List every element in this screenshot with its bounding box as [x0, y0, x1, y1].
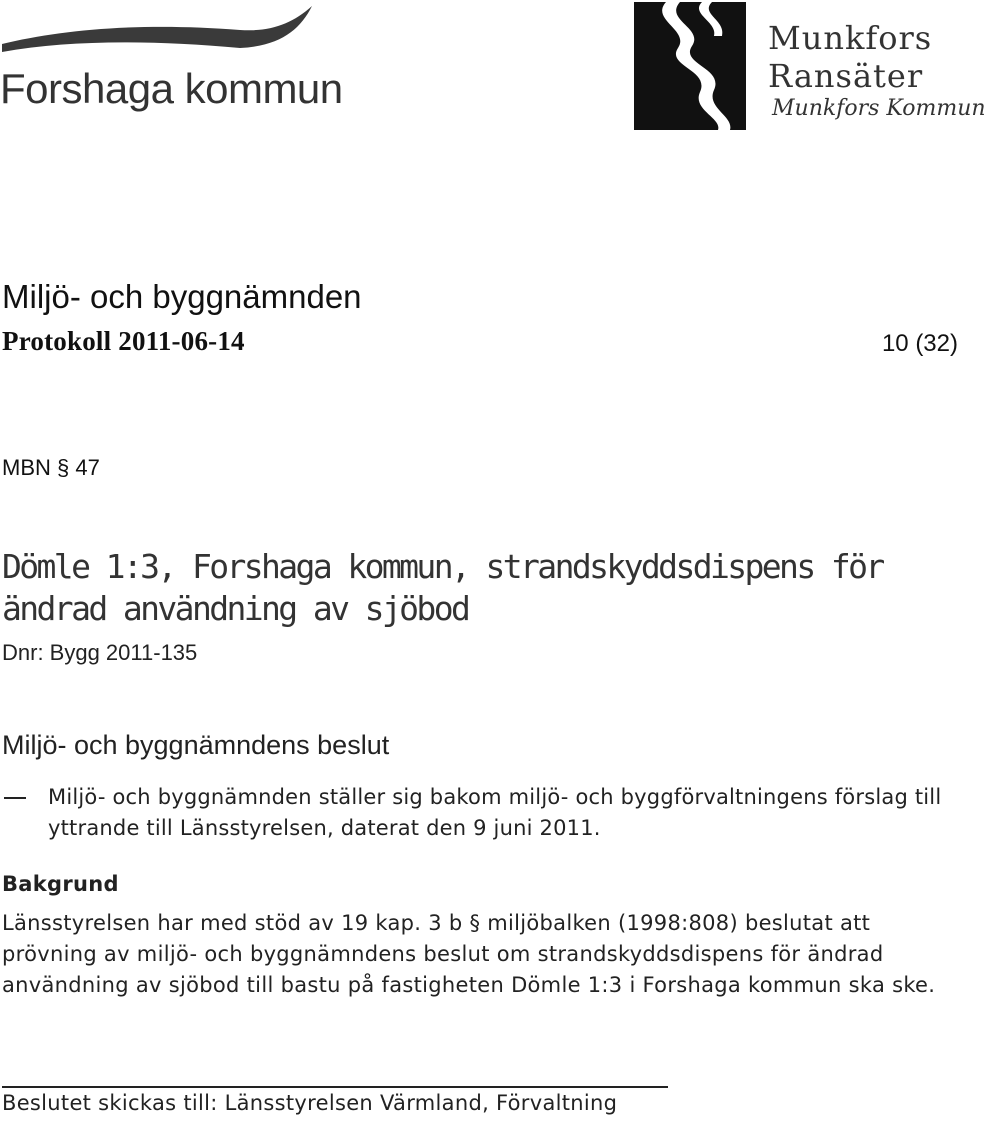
background-text: Länsstyrelsen har med stöd av 19 kap. 3 b § miljöbalken (1998:808) beslutat att prövning av miljö- och byggnämndens beslut om strandskyddsdispens för ändrad användning av sjöbod till bastu på fastigheten Dömle 1:3 i Forshaga kommun ska ske. — [2, 911, 936, 997]
decision-heading: Miljö- och byggnämndens beslut — [2, 730, 390, 760]
river-emblem-icon — [630, 0, 760, 132]
munkfors-kommun-text: Munkfors Kommun — [772, 96, 986, 121]
page-number: 10 (32) — [881, 330, 958, 357]
forshaga-swoosh-icon — [0, 0, 320, 70]
footer-divider — [2, 1086, 668, 1088]
forshaga-kommun-logo — [0, 0, 343, 120]
munkfors-text: Munkfors — [768, 19, 933, 57]
background-heading: Bakgrund — [2, 872, 119, 896]
decision-text: Miljö- och byggnämnden ställer sig bakom miljö- och byggförvaltningens förslag till yttrande till Länsstyrelsen, daterat den 9 juni 2011. — [48, 785, 942, 840]
munkfors-ransater-logo — [630, 0, 986, 135]
sent-to-line: Beslutet skickas till: Länsstyrelsen Värmland, Förvaltning — [2, 1091, 618, 1115]
list-dash — [4, 797, 26, 799]
case-dnr: Dnr: Bygg 2011-135 — [2, 640, 198, 665]
protocol-date: Protokoll 2011-06-14 — [2, 326, 245, 356]
committee-title: Miljö- och byggnämnden — [2, 278, 362, 315]
ransater-text: Ransäter — [768, 57, 924, 95]
forshaga-logo-text: Forshaga kommun — [0, 65, 343, 112]
paragraph-reference: MBN § 47 — [2, 455, 100, 480]
case-title: Dömle 1:3, Forshaga kommun, strandskyddsdispens för ändrad användning av sjöbod — [2, 547, 883, 628]
